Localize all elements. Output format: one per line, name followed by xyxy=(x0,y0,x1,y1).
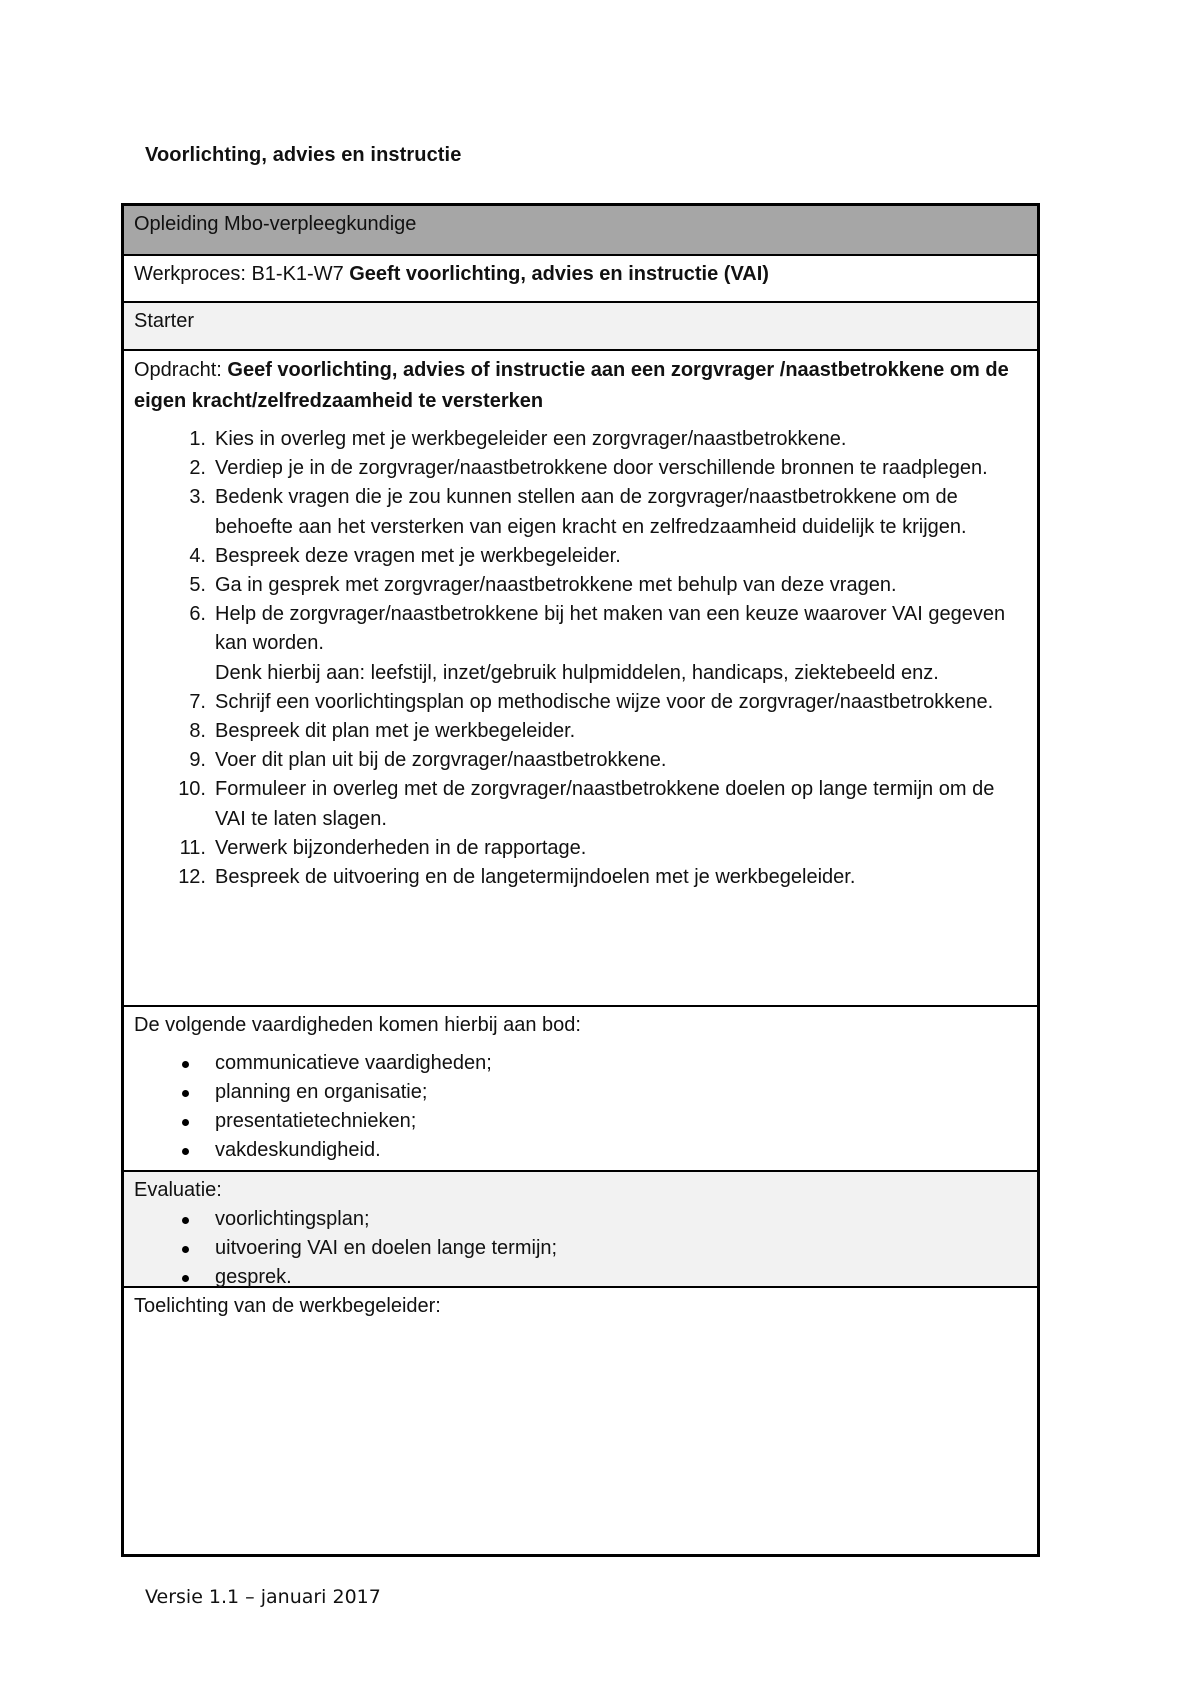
step-number: 8. xyxy=(189,720,206,743)
bullet-icon xyxy=(172,1205,215,1234)
list-item xyxy=(172,571,1027,600)
step-text: Kies in overleg met je werkbegeleider een zorgvrager/naastbetrokkene. xyxy=(215,428,847,450)
step-text: Ga in gesprek met zorgvrager/naastbetrokkene met behulp van deze vragen. xyxy=(215,574,897,597)
step-number: 3. xyxy=(189,486,206,509)
program-label: Opleiding Mbo-verpleegkundige xyxy=(134,213,417,235)
program-row xyxy=(124,206,1037,256)
skill-text: presentatietechnieken; xyxy=(215,1110,417,1132)
list-item xyxy=(172,454,1027,483)
list-item xyxy=(172,483,1027,541)
step-number: 7. xyxy=(189,690,206,713)
list-item xyxy=(172,775,1027,833)
work-process-label: Werkproces: B1-K1-W7 xyxy=(134,263,350,285)
step-text: Formuleer in overleg met de zorgvrager/naastbetrokkene doelen op lange termijn om de VAI te laten slagen. xyxy=(215,778,995,830)
step-number: 9. xyxy=(189,749,206,772)
step-text: Bespreek deze vragen met je werkbegeleider. xyxy=(215,544,621,567)
evaluation-text: voorlichtingsplan; xyxy=(215,1208,370,1230)
supervisor-explanation-label: Toelichting van de werkbegeleider: xyxy=(134,1295,441,1317)
assignment-form-table xyxy=(121,203,1040,1557)
step-text: Help de zorgvrager/naastbetrokkene bij het maken van een keuze waarover VAI gegeven kan worden. xyxy=(215,603,1006,655)
work-process-row xyxy=(124,256,1037,303)
list-item xyxy=(172,1136,1027,1165)
step-number: 4. xyxy=(189,544,206,567)
list-item xyxy=(172,1049,1027,1078)
step-number: 12. xyxy=(178,866,206,889)
list-item xyxy=(172,600,1027,688)
evaluation-list xyxy=(134,1205,1027,1292)
step-text: Bespreek dit plan met je werkbegeleider. xyxy=(215,720,576,743)
step-number: 6. xyxy=(189,603,206,626)
list-item xyxy=(172,688,1027,717)
level-label: Starter xyxy=(134,310,195,332)
skill-text: vakdeskundigheid. xyxy=(215,1139,381,1161)
assignment-title: Geef voorlichting, advies of instructie aan een zorgvrager /naastbetrokkene om de eigen kracht/zelfredzaamheid te versterken xyxy=(134,359,1009,412)
step-number: 5. xyxy=(189,574,206,597)
document-title: Voorlichting, advies en instructie xyxy=(145,144,462,166)
assignment-row xyxy=(124,351,1037,1007)
assignment-heading xyxy=(134,355,1027,417)
step-number: 1. xyxy=(189,428,206,450)
bullet-icon xyxy=(172,1078,215,1107)
step-text: Verwerk bijzonderheden in de rapportage. xyxy=(215,836,587,859)
bullet-icon xyxy=(172,1136,215,1165)
step-text: Bespreek de uitvoering en de langetermijndoelen met je werkbegeleider. xyxy=(215,866,856,889)
version-footer: Versie 1.1 – januari 2017 xyxy=(145,1586,381,1608)
step-extra-text: Denk hierbij aan: leefstijl, inzet/gebruik hulpmiddelen, handicaps, ziektebeeld enz. xyxy=(215,661,939,684)
assignment-steps-list xyxy=(134,425,1027,892)
bullet-icon xyxy=(172,1234,215,1263)
list-item xyxy=(172,542,1027,571)
evaluation-row xyxy=(124,1172,1037,1288)
bullet-icon xyxy=(172,1049,215,1078)
list-item xyxy=(172,746,1027,775)
step-text-group xyxy=(215,600,1027,688)
bullet-icon xyxy=(172,1107,215,1136)
list-item xyxy=(172,863,1027,892)
evaluation-label: Evaluatie: xyxy=(134,1179,222,1201)
list-item xyxy=(172,1107,1027,1136)
skill-text: planning en organisatie; xyxy=(215,1081,428,1103)
step-text: Verdiep je in de zorgvrager/naastbetrokkene door verschillende bronnen te raadplegen. xyxy=(215,457,988,480)
list-item xyxy=(172,425,1027,454)
step-number: 10. xyxy=(178,778,206,801)
evaluation-text: gesprek. xyxy=(215,1266,292,1288)
level-row xyxy=(124,303,1037,351)
list-item xyxy=(172,717,1027,746)
step-number: 11. xyxy=(179,836,206,859)
step-text: Bedenk vragen die je zou kunnen stellen aan de zorgvrager/naastbetrokkene om de behoefte aan het versterken van eigen kracht en zelfredzaamheid duidelijk te krijgen. xyxy=(215,486,967,538)
skill-text: communicatieve vaardigheden; xyxy=(215,1052,492,1074)
list-item xyxy=(172,1234,1027,1263)
step-number: 2. xyxy=(189,457,206,480)
step-text: Schrijf een voorlichtingsplan op methodische wijze voor de zorgvrager/naastbetrokkene. xyxy=(215,690,994,713)
list-item xyxy=(172,1078,1027,1107)
supervisor-explanation-row[interactable] xyxy=(124,1288,1037,1554)
assignment-label: Opdracht: xyxy=(134,359,228,381)
skills-row xyxy=(124,1007,1037,1172)
work-process-title: Geeft voorlichting, advies en instructie (VAI) xyxy=(349,263,769,285)
list-item xyxy=(172,834,1027,863)
list-item xyxy=(172,1205,1027,1234)
skills-list xyxy=(134,1049,1027,1165)
evaluation-text: uitvoering VAI en doelen lange termijn; xyxy=(215,1237,558,1259)
skills-intro: De volgende vaardigheden komen hierbij aan bod: xyxy=(134,1014,581,1036)
bullet-icon xyxy=(172,1263,215,1292)
step-text: Voer dit plan uit bij de zorgvrager/naastbetrokkene. xyxy=(215,749,667,772)
